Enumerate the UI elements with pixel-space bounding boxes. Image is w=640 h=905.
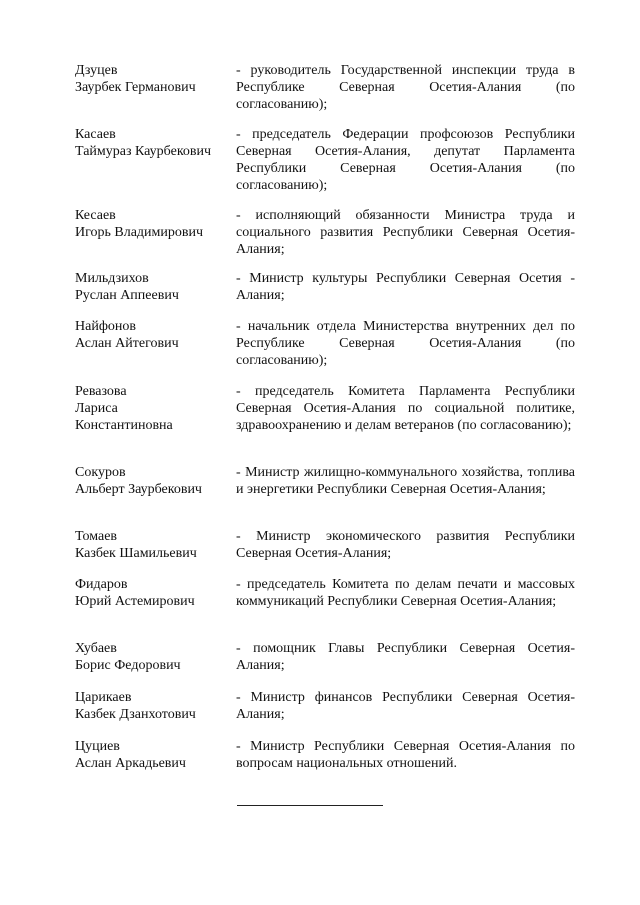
member-surname: Дзуцев bbox=[75, 63, 118, 78]
member-surname: Сокуров bbox=[75, 465, 126, 480]
member-given-name: Руслан Аппеевич bbox=[75, 288, 179, 303]
member-name bbox=[75, 270, 225, 304]
member-surname: Цуциев bbox=[75, 739, 120, 754]
member-given-name: Казбек Шамильевич bbox=[75, 546, 197, 561]
member-role: - Министр культуры Республики Северная Осетия - Алания; bbox=[236, 271, 575, 303]
member-role: - помощник Главы Республики Северная Осетия-Алания; bbox=[236, 641, 575, 673]
member-name bbox=[75, 738, 225, 772]
member-role: - председатель Комитета Парламента Республики Северная Осетия-Алания по социальной политике, здравоохранению и делам ветеранов (по согласованию); bbox=[236, 384, 575, 433]
member-surname: Фидаров bbox=[75, 577, 128, 592]
member-name bbox=[75, 126, 225, 160]
member-name bbox=[75, 576, 225, 610]
member-role: - председатель Федерации профсоюзов Республики Северная Осетия-Алания, депутат Парламента Республики Северная Осетия-Алания (по согласованию); bbox=[236, 127, 575, 193]
member-surname: Хубаев bbox=[75, 641, 117, 656]
member-given-name: Аслан Аркадьевич bbox=[75, 756, 186, 771]
member-given-name: Аслан Айтегович bbox=[75, 336, 179, 351]
member-surname: Мильдзихов bbox=[75, 271, 149, 286]
member-given-name: Игорь Владимирович bbox=[75, 225, 204, 240]
member-surname: Найфонов bbox=[75, 319, 136, 334]
member-role: - Министр Республики Северная Осетия-Алания по вопросам национальных отношений. bbox=[236, 739, 575, 771]
member-surname: Ревазова bbox=[75, 384, 127, 399]
member-role: - Министр жилищно-коммунального хозяйства, топлива и энергетики Республики Северная Осетия-Алания; bbox=[236, 465, 575, 497]
member-name bbox=[75, 207, 225, 241]
member-given-name: Казбек Дзанхотович bbox=[75, 707, 196, 722]
member-surname: Царикаев bbox=[75, 690, 132, 705]
member-name bbox=[75, 318, 225, 352]
member-surname: Касаев bbox=[75, 127, 116, 142]
member-given-name: Лариса bbox=[75, 401, 118, 416]
member-name bbox=[75, 640, 225, 674]
member-given-name: Заурбек Германович bbox=[75, 80, 196, 95]
member-name bbox=[75, 62, 225, 96]
closing-divider bbox=[237, 805, 383, 806]
member-given-name: Юрий Астемирович bbox=[75, 594, 195, 609]
member-surname: Томаев bbox=[75, 529, 118, 544]
member-surname: Кесаев bbox=[75, 208, 116, 223]
member-given-name: Таймураз Каурбекович bbox=[75, 144, 212, 159]
member-role: - председатель Комитета по делам печати и массовых коммуникаций Республики Северная Осетия-Алания; bbox=[236, 577, 575, 609]
member-role: - Министр финансов Республики Северная Осетия-Алания; bbox=[236, 690, 575, 722]
member-name bbox=[75, 383, 225, 434]
member-role: - руководитель Государственной инспекции труда в Республике Северная Осетия-Алания (по согласованию); bbox=[236, 63, 575, 112]
member-patronymic: Константиновна bbox=[75, 418, 173, 433]
member-role: - Министр экономического развития Республики Северная Осетия-Алания; bbox=[236, 529, 575, 561]
member-name bbox=[75, 528, 225, 562]
member-role: - исполняющий обязанности Министра труда и социального развития Республики Северная Осетия-Алания; bbox=[236, 208, 575, 257]
member-role: - начальник отдела Министерства внутренних дел по Республике Северная Осетия-Алания (по согласованию); bbox=[236, 319, 575, 368]
member-given-name: Альберт Заурбекович bbox=[75, 482, 202, 497]
member-name bbox=[75, 464, 225, 498]
member-name bbox=[75, 689, 225, 723]
member-given-name: Борис Федорович bbox=[75, 658, 181, 673]
